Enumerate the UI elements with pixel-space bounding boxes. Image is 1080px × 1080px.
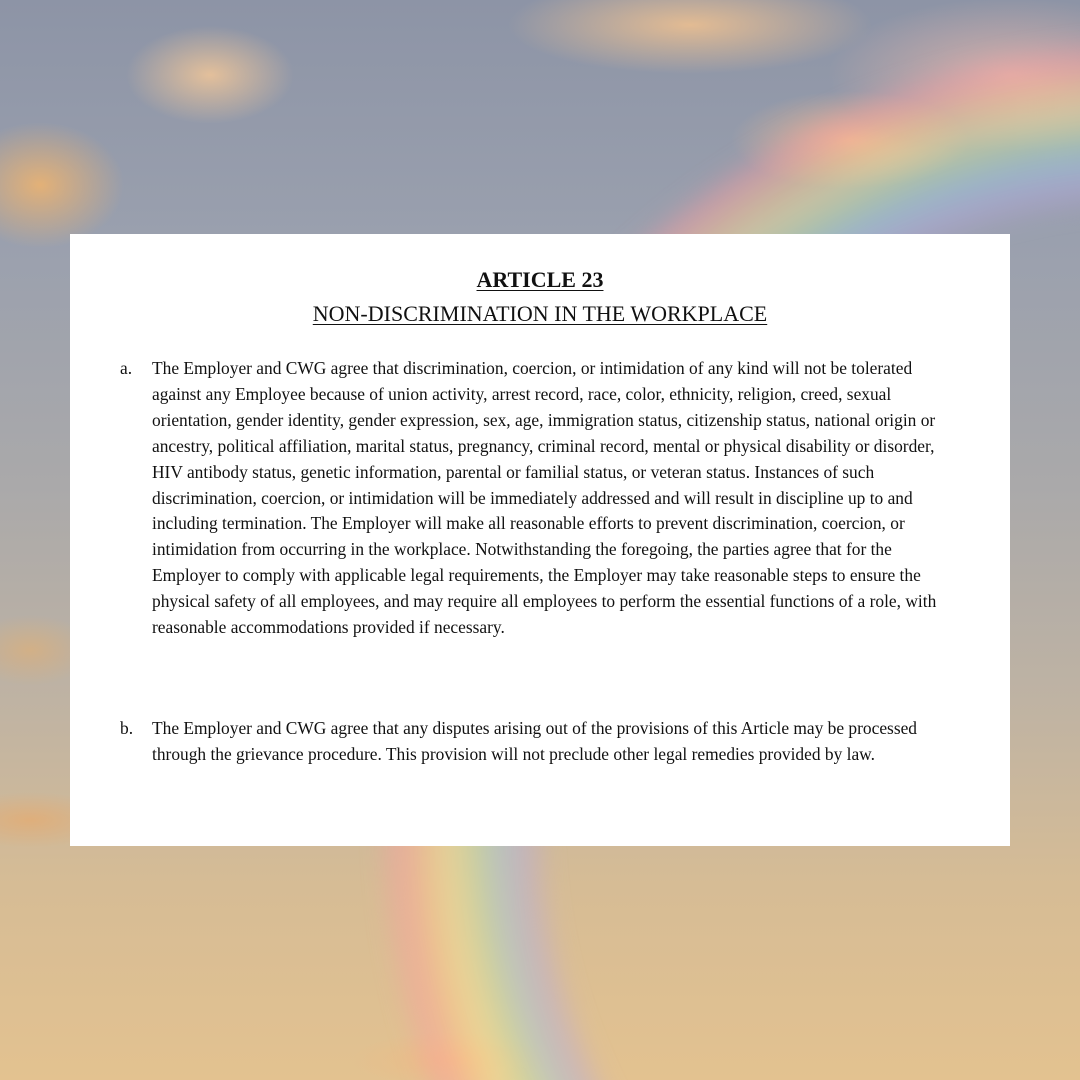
- document-page: [70, 234, 1010, 846]
- clause-text: The Employer and CWG agree that discrimination, coercion, or intimidation of any kind will not be tolerated against any Employee because of union activity, arrest record, race, color, ethnicity, religion, creed, sexual orientation, gender identity, gender expression, sex, age, immigration status, citizenship status, national origin or ancestry, political affiliation, marital status, pregnancy, criminal record, mental or physical disability or disorder, HIV antibody status, genetic information, parental or familial status, or veteran status. Instances of such discrimination, coercion, or intimidation will be immediately addressed and will result in discipline up to and including termination. The Employer will make all reasonable efforts to prevent discrimination, coercion, or intimidation from occurring in the workplace. Notwithstanding the foregoing, the parties agree that for the Employer to comply with applicable legal requirements, the Employer may take reasonable steps to ensure the physical safety of all employees, and may require all employees to perform the essential functions of a role, with reasonable accommodations provided if necessary.: [152, 358, 937, 638]
- clause-text: The Employer and CWG agree that any disputes arising out of the provisions of this Article may be processed through the grievance procedure. This provision will not preclude other legal remedies provided by law.: [152, 718, 918, 764]
- clause-letter: a.: [120, 358, 133, 378]
- article-title: NON-DISCRIMINATION IN THE WORKPLACE: [312, 301, 768, 326]
- clause-b: [120, 716, 940, 768]
- article-number: ARTICLE 23: [476, 267, 604, 292]
- clause-a: [120, 356, 940, 641]
- clause-letter: b.: [120, 718, 134, 738]
